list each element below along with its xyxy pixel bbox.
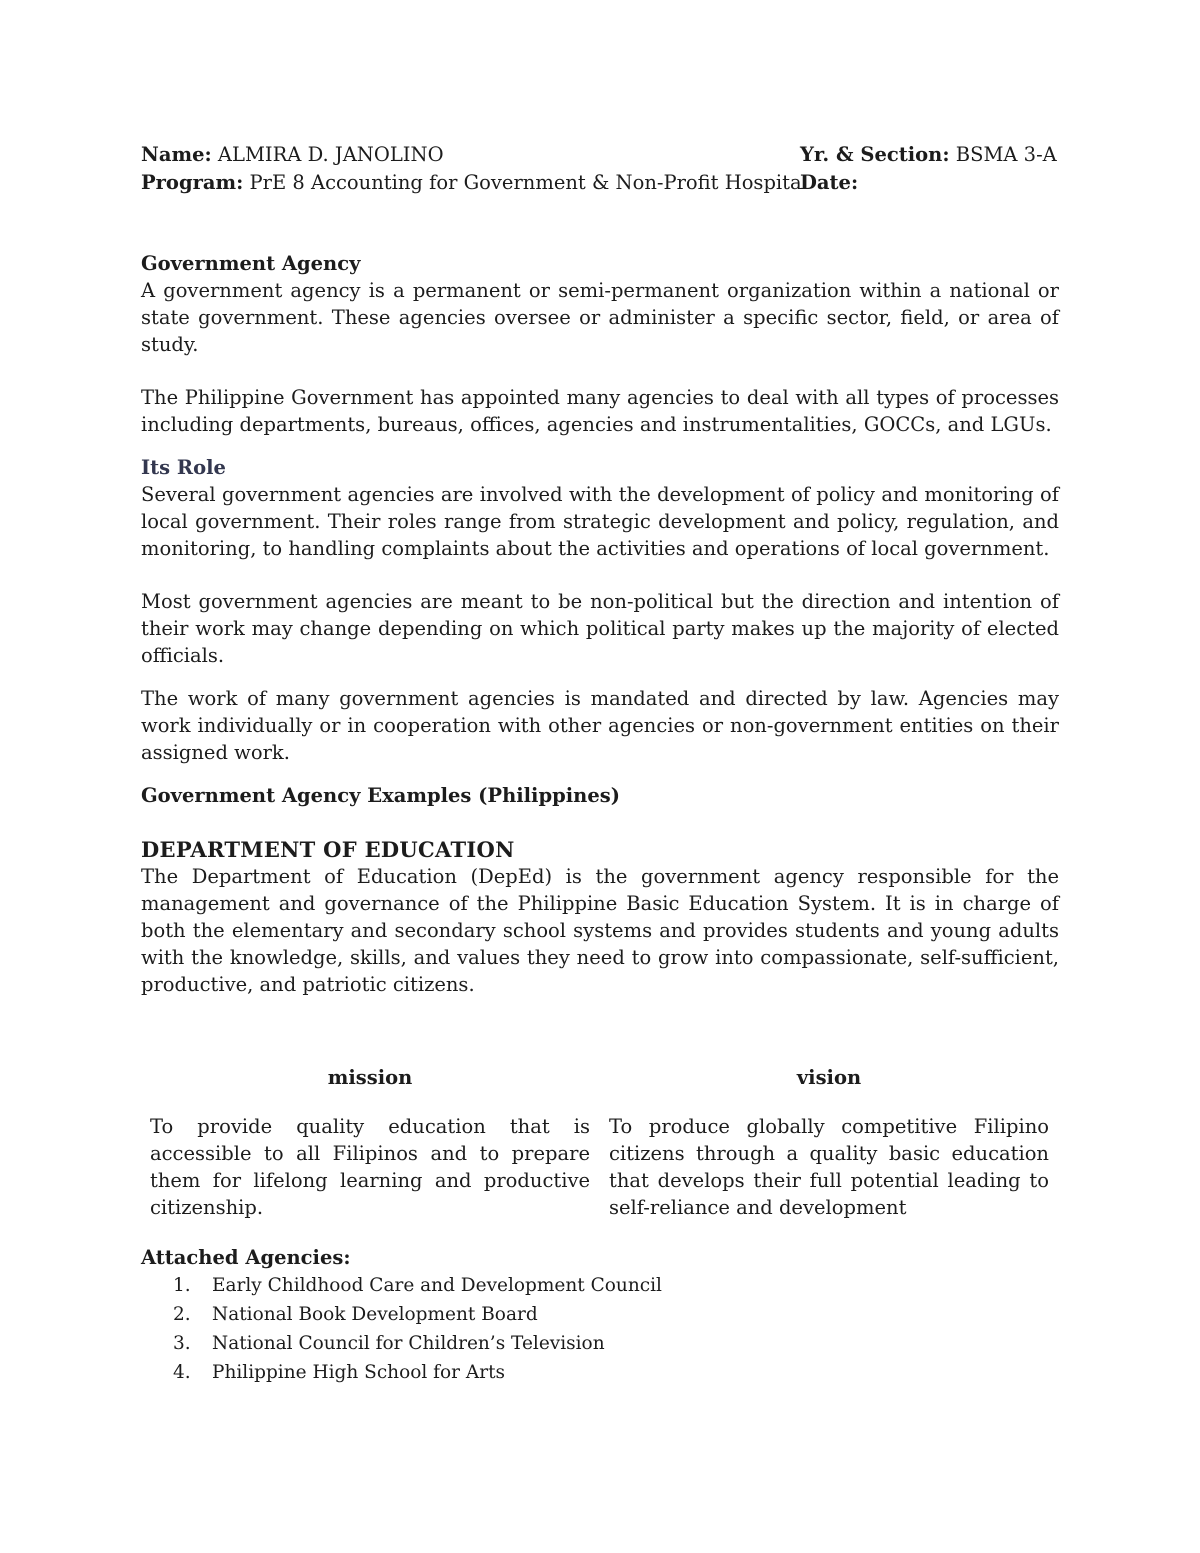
document-page	[141, 141, 1059, 1387]
deped-title: DEPARTMENT OF EDUCATION	[141, 837, 515, 862]
program-value: PrE 8 Accounting for Government & Non-Profit Hospital	[249, 171, 808, 194]
examples-title: Government Agency Examples (Philippines)	[141, 784, 620, 807]
name-field	[141, 141, 800, 169]
list-item-label: National Book Development Board	[212, 1304, 538, 1325]
name-label: Name:	[141, 143, 212, 166]
mission-column	[141, 1064, 600, 1221]
vision-heading: vision	[796, 1066, 862, 1089]
government-agency-paragraph-1: A government agency is a permanent or semi-permanent organization within a national or state government. These agencies oversee or administer a specific sector, field, or area of study.	[141, 279, 1059, 356]
mission-vision-table	[141, 1064, 1059, 1221]
list-item-number: 2.	[173, 1304, 191, 1325]
list-item-number: 3.	[173, 1333, 191, 1354]
list-item-label: Philippine High School for Arts	[212, 1362, 506, 1383]
vision-column	[600, 1064, 1059, 1221]
mission-text: To provide quality education that is accessible to all Filipinos and to prepare them for lifelong learning and productive citizenship.	[150, 1115, 590, 1219]
deped-description: The Department of Education (DepEd) is the government agency responsible for the management and governance of the Philippine Basic Education System. It is in charge of both the elementary and secondary school systems and provides students and young adults with the knowledge, skills, and values they need to grow into compassionate, self-sufficient, productive, and patriotic citizens.	[141, 865, 1059, 996]
program-label: Program:	[141, 171, 244, 194]
its-role-paragraph-3: The work of many government agencies is mandated and directed by law. Agencies may work individually or in cooperation with other agencies or non-government entities on their assigned work.	[141, 687, 1059, 764]
mission-heading: mission	[327, 1066, 413, 1089]
section-label: Yr. & Section:	[800, 143, 950, 166]
section-field	[800, 141, 1059, 169]
list-item-label: Early Childhood Care and Development Council	[212, 1275, 662, 1296]
program-field	[141, 169, 808, 197]
attached-agencies-list	[141, 1271, 1059, 1387]
its-role-paragraph-2: Most government agencies are meant to be non-political but the direction and intention of their work may change depending on which political party makes up the majority of elected officials.	[141, 590, 1059, 667]
header-row-program	[141, 169, 1059, 197]
list-item	[141, 1358, 1059, 1387]
list-item	[141, 1329, 1059, 1358]
date-label: Date:	[800, 171, 859, 194]
government-agency-title: Government Agency	[141, 252, 361, 275]
attached-agencies-title: Attached Agencies:	[141, 1246, 351, 1269]
government-agency-paragraph-2: The Philippine Government has appointed many agencies to deal with all types of processes including departments, bureaus, offices, agencies and instrumentalities, GOCCs, and LGUs.	[141, 386, 1059, 436]
its-role-title: Its Role	[141, 456, 226, 479]
date-field	[800, 169, 1059, 197]
list-item	[141, 1300, 1059, 1329]
list-item-label: National Council for Children’s Television	[212, 1333, 605, 1354]
list-item	[141, 1271, 1059, 1300]
list-item-number: 1.	[173, 1275, 191, 1296]
vision-text: To produce globally competitive Filipino citizens through a quality basic education that develops their full potential leading to self-reliance and development	[609, 1115, 1049, 1219]
list-item-number: 4.	[173, 1362, 191, 1383]
its-role-paragraph-1: Several government agencies are involved with the development of policy and monitoring of local government. Their roles range from strategic development and policy, regulation, and monitoring, to handling complaints about the activities and operations of local government.	[141, 483, 1059, 560]
name-value: ALMIRA D. JANOLINO	[217, 143, 444, 166]
header-row-name	[141, 141, 1059, 169]
section-value: BSMA 3-A	[955, 143, 1057, 166]
